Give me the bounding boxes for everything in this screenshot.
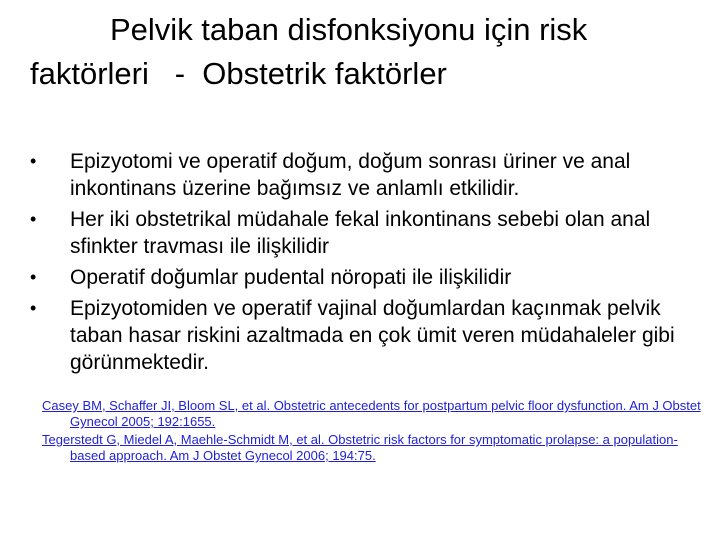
- bullet-list: [30, 148, 710, 380]
- bullet-text: Epizyotomi ve operatif doğum, doğum sonrası üriner ve anal inkontinans üzerine bağımsız ve anlamlı etkilidir.: [70, 150, 631, 200]
- title-line-1: Pelvik taban disfonksiyonu için risk: [110, 12, 588, 47]
- bullet-text: Her iki obstetrikal müdahale fekal inkontinans sebebi olan anal sfinkter travması ile ilişkilidir: [70, 208, 651, 258]
- bullet-item: [30, 295, 710, 376]
- bullet-dot-icon: •: [30, 298, 37, 318]
- bullet-dot-icon: •: [30, 151, 37, 171]
- reference-link-tegerstedt[interactable]: Tegerstedt G, Miedel A, Maehle-Schmidt M, et al. Obstetric risk factors for symptomatic prolapse: a population-based approach. Am J Obstet Gynecol 2006; 194:75.: [42, 432, 678, 463]
- slide-title: [30, 8, 700, 96]
- bullet-dot-icon: •: [30, 209, 37, 229]
- bullet-dot-icon: •: [30, 267, 37, 287]
- reference-item: [42, 398, 702, 430]
- bullet-text: Epizyotomiden ve operatif vajinal doğumlardan kaçınmak pelvik taban hasar riskini azaltmada en çok ümit veren müdahaleler gibi görünmektedir.: [70, 297, 675, 374]
- bullet-item: [30, 264, 710, 291]
- reference-item: [42, 432, 702, 464]
- bullet-item: [30, 148, 710, 202]
- reference-link-casey[interactable]: Casey BM, Schaffer JI, Bloom SL, et al. Obstetric antecedents for postpartum pelvic floor dysfunction. Am J Obstet Gynecol 2005; 192:1655.: [42, 398, 701, 429]
- bullet-item: [30, 206, 710, 260]
- references: [42, 398, 702, 466]
- bullet-text: Operatif doğumlar pudental nöropati ile ilişkilidir: [70, 266, 512, 289]
- title-line-2: faktörleri - Obstetrik faktörler: [30, 56, 447, 91]
